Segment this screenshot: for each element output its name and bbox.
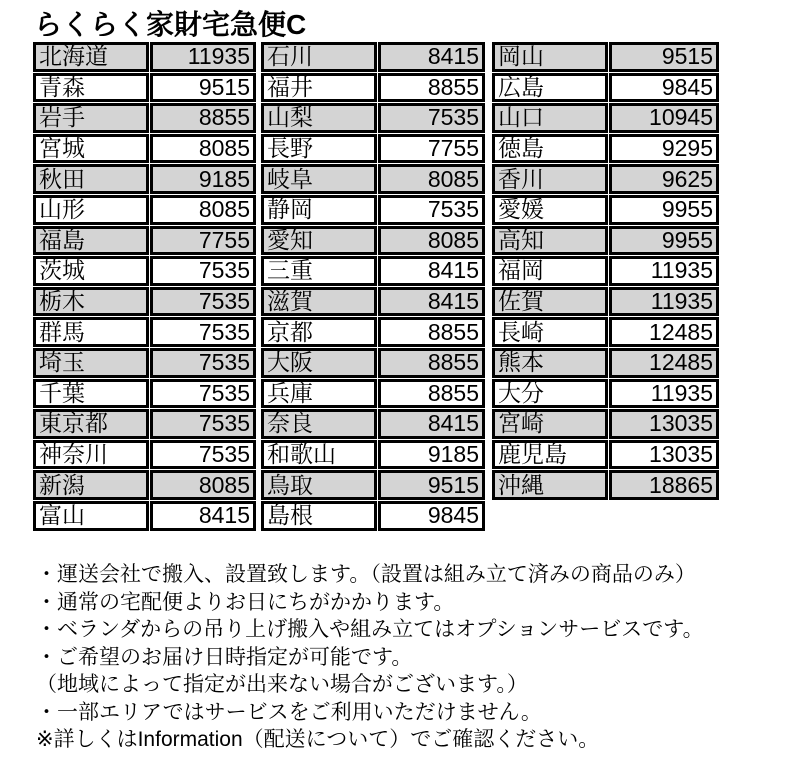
table-row (261, 470, 485, 500)
price-cell: 13035 (609, 409, 719, 439)
price-cell: 8085 (378, 226, 485, 256)
price-cell: 7535 (150, 379, 256, 409)
price-cell: 8415 (150, 501, 256, 531)
prefecture-name-cell: 広島 (492, 73, 608, 103)
prefecture-name-cell: 神奈川 (33, 440, 149, 470)
fee-column (492, 42, 719, 500)
table-row (33, 470, 256, 500)
prefecture-name-cell: 福井 (261, 73, 377, 103)
table-row (492, 409, 719, 439)
prefecture-name-cell: 長崎 (492, 317, 608, 347)
table-row (261, 73, 485, 103)
price-cell: 8415 (378, 42, 485, 72)
price-cell: 11935 (609, 379, 719, 409)
table-row (33, 134, 256, 164)
table-row (33, 164, 256, 194)
prefecture-name-cell: 熊本 (492, 348, 608, 378)
prefecture-name-cell: 宮崎 (492, 409, 608, 439)
prefecture-name-cell: 兵庫 (261, 379, 377, 409)
note-line: ・運送会社で搬入、設置致します。（設置は組み立て済みの商品のみ） (36, 563, 696, 586)
prefecture-name-cell: 大阪 (261, 348, 377, 378)
notes (36, 561, 704, 754)
table-row (492, 164, 719, 194)
table-row (33, 42, 256, 72)
table-row (261, 42, 485, 72)
price-cell: 9295 (609, 134, 719, 164)
price-cell: 9185 (150, 164, 256, 194)
price-cell: 9845 (378, 501, 485, 531)
price-cell: 8085 (150, 134, 256, 164)
prefecture-name-cell: 愛知 (261, 226, 377, 256)
table-row (33, 226, 256, 256)
prefecture-name-cell: 岩手 (33, 103, 149, 133)
prefecture-name-cell: 千葉 (33, 379, 149, 409)
fee-column (261, 42, 485, 531)
prefecture-name-cell: 宮城 (33, 134, 149, 164)
price-cell: 8085 (378, 164, 485, 194)
prefecture-name-cell: 京都 (261, 317, 377, 347)
note-line: ・ベランダからの吊り上げ搬入や組み立てはオプションサービスです。 (36, 618, 704, 641)
prefecture-name-cell: 石川 (261, 42, 377, 72)
prefecture-name-cell: 北海道 (33, 42, 149, 72)
table-row (33, 256, 256, 286)
price-cell: 8085 (150, 470, 256, 500)
prefecture-name-cell: 山形 (33, 195, 149, 225)
prefecture-name-cell: 沖縄 (492, 470, 608, 500)
table-row (492, 379, 719, 409)
prefecture-name-cell: 埼玉 (33, 348, 149, 378)
table-row (492, 195, 719, 225)
table-row (492, 134, 719, 164)
table-row (492, 470, 719, 500)
table-row (261, 409, 485, 439)
table-row (261, 440, 485, 470)
table-row (492, 42, 719, 72)
table-row (33, 103, 256, 133)
prefecture-name-cell: 岡山 (492, 42, 608, 72)
prefecture-name-cell: 青森 (33, 73, 149, 103)
table-row (492, 287, 719, 317)
table-row (261, 226, 485, 256)
prefecture-name-cell: 長野 (261, 134, 377, 164)
price-cell: 11935 (609, 287, 719, 317)
price-cell: 7535 (150, 287, 256, 317)
prefecture-name-cell: 岐阜 (261, 164, 377, 194)
prefecture-name-cell: 静岡 (261, 195, 377, 225)
prefecture-name-cell: 山梨 (261, 103, 377, 133)
table-row (492, 317, 719, 347)
price-cell: 9515 (150, 73, 256, 103)
table-row (33, 195, 256, 225)
price-cell: 7535 (378, 195, 485, 225)
table-row (261, 348, 485, 378)
price-cell: 8415 (378, 256, 485, 286)
prefecture-name-cell: 大分 (492, 379, 608, 409)
table-row (33, 409, 256, 439)
price-cell: 7535 (150, 348, 256, 378)
note-line: ・一部エリアではサービスをご利用いただけません。 (36, 700, 542, 724)
prefecture-name-cell: 栃木 (33, 287, 149, 317)
price-cell: 8855 (150, 103, 256, 133)
table-row (261, 164, 485, 194)
prefecture-name-cell: 富山 (33, 501, 149, 531)
price-cell: 8855 (378, 73, 485, 103)
price-cell: 9515 (609, 42, 719, 72)
table-row (492, 226, 719, 256)
table-row (33, 440, 256, 470)
fee-column (33, 42, 256, 531)
prefecture-name-cell: 島根 (261, 501, 377, 531)
prefecture-name-cell: 奈良 (261, 409, 377, 439)
prefecture-name-cell: 佐賀 (492, 287, 608, 317)
price-cell: 18865 (609, 470, 719, 500)
prefecture-name-cell: 三重 (261, 256, 377, 286)
price-cell: 9955 (609, 195, 719, 225)
price-cell: 8085 (150, 195, 256, 225)
price-cell: 7755 (378, 134, 485, 164)
prefecture-name-cell: 和歌山 (261, 440, 377, 470)
note-line: ・ご希望のお届け日時指定が可能です。 (36, 645, 413, 669)
table-row (33, 287, 256, 317)
note-line: ・通常の宅配便よりお日にちがかかります。 (36, 590, 455, 614)
price-cell: 8855 (378, 348, 485, 378)
table-row (33, 379, 256, 409)
price-cell: 7535 (150, 409, 256, 439)
price-cell: 9185 (378, 440, 485, 470)
table-row (261, 103, 485, 133)
table-row (492, 73, 719, 103)
prefecture-name-cell: 滋賀 (261, 287, 377, 317)
price-cell: 8855 (378, 317, 485, 347)
table-row (33, 73, 256, 103)
table-row (492, 256, 719, 286)
table-row (261, 379, 485, 409)
prefecture-name-cell: 新潟 (33, 470, 149, 500)
price-cell: 8855 (378, 379, 485, 409)
price-cell: 9515 (378, 470, 485, 500)
prefecture-name-cell: 茨城 (33, 256, 149, 286)
prefecture-name-cell: 徳島 (492, 134, 608, 164)
prefecture-name-cell: 高知 (492, 226, 608, 256)
prefecture-name-cell: 福島 (33, 226, 149, 256)
table-row (261, 287, 485, 317)
price-cell: 9625 (609, 164, 719, 194)
prefecture-name-cell: 福岡 (492, 256, 608, 286)
fee-table (33, 42, 719, 531)
note-line: （地域によって指定が出来ない場合がございます。） (36, 673, 528, 696)
prefecture-name-cell: 鹿児島 (492, 440, 608, 470)
prefecture-name-cell: 秋田 (33, 164, 149, 194)
table-row (33, 348, 256, 378)
table-row (261, 317, 485, 347)
table-row (261, 134, 485, 164)
price-cell: 10945 (609, 103, 719, 133)
price-cell: 7535 (150, 440, 256, 470)
table-row (261, 256, 485, 286)
price-cell: 7535 (378, 103, 485, 133)
price-cell: 13035 (609, 440, 719, 470)
price-cell: 7535 (150, 317, 256, 347)
prefecture-name-cell: 山口 (492, 103, 608, 133)
price-cell: 11935 (609, 256, 719, 286)
prefecture-name-cell: 群馬 (33, 317, 149, 347)
prefecture-name-cell: 鳥取 (261, 470, 377, 500)
price-cell: 9845 (609, 73, 719, 103)
table-row (33, 501, 256, 531)
table-row (261, 195, 485, 225)
price-cell: 11935 (150, 42, 256, 72)
table-row (492, 103, 719, 133)
table-row (33, 317, 256, 347)
prefecture-name-cell: 愛媛 (492, 195, 608, 225)
table-row (261, 501, 485, 531)
price-cell: 8415 (378, 287, 485, 317)
page-title: らくらく家財宅急便C (34, 9, 307, 40)
price-cell: 8415 (378, 409, 485, 439)
price-cell: 7755 (150, 226, 256, 256)
table-row (492, 348, 719, 378)
price-cell: 12485 (609, 317, 719, 347)
prefecture-name-cell: 香川 (492, 164, 608, 194)
prefecture-name-cell: 東京都 (33, 409, 149, 439)
price-cell: 7535 (150, 256, 256, 286)
price-cell: 12485 (609, 348, 719, 378)
price-cell: 9955 (609, 226, 719, 256)
note-line: ※詳しくはInformation（配送について）でご確認ください。 (36, 728, 600, 751)
table-row (492, 440, 719, 470)
